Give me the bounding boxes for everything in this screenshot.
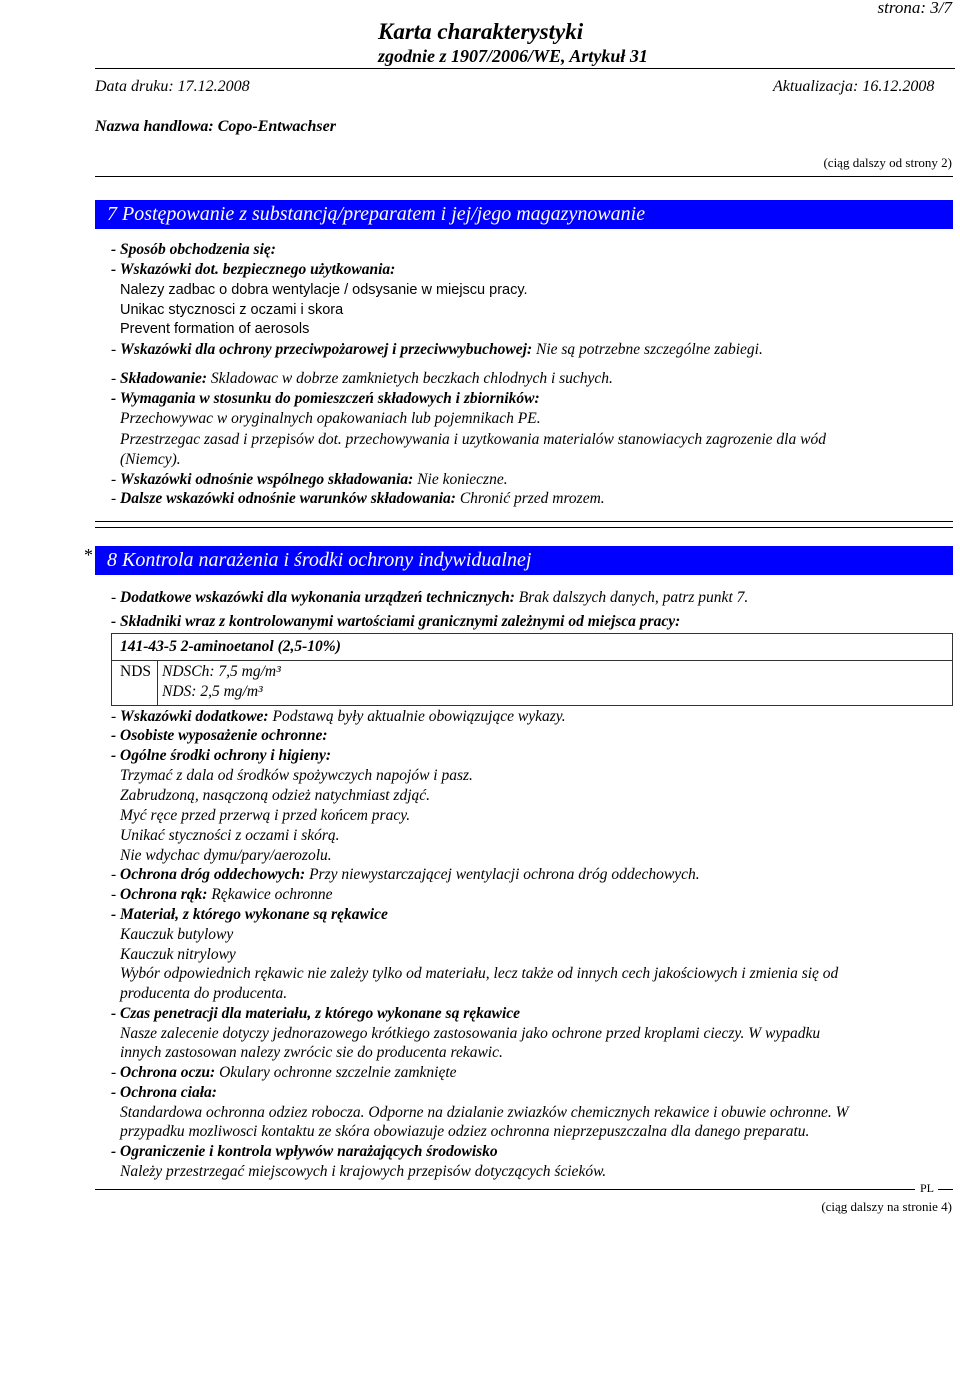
section-7-title: 7 Postępowanie z substancją/preparatem i jej/jego magazynowanie xyxy=(95,200,953,229)
eye-protection: - Ochrona oczu: Okulary ochronne szczelnie zamknięte xyxy=(111,1064,457,1081)
exposure-limits-label: - Składniki wraz z kontrolowanymi wartościami granicznymi zależnymi od miejsca pracy: xyxy=(111,613,681,630)
section-divider xyxy=(95,527,953,528)
hand-protection: - Ochrona rąk: Rękawice ochronne xyxy=(111,886,333,903)
hygiene-label: - Ogólne środki ochrony i higieny: xyxy=(111,747,332,764)
extra-notes: - Wskazówki dodatkowe: Podstawą były aktualnie obowiązujące wykazy. xyxy=(111,708,566,725)
section-8-title: 8 Kontrola narażenia i środki ochrony indywidualnej xyxy=(95,546,953,575)
footer-rule-end xyxy=(938,1189,953,1190)
storage: - Składowanie: Skladowac w dobrze zamknietych beczkach chlodnych i suchych. xyxy=(111,370,613,387)
hygiene-item: Myć ręce przed przerwą i przed końcem pracy. xyxy=(120,807,411,824)
handling-label: - Sposób obchodzenia się: xyxy=(111,241,276,258)
further-storage: - Dalsze wskazówki odnośnie warunków składowania: Chronić przed mrozem. xyxy=(111,490,605,507)
environment-note: Należy przestrzegać miejscowych i krajowych przepisów dotyczących ścieków. xyxy=(120,1163,607,1180)
glove-material: Kauczuk nitrylowy xyxy=(120,946,236,963)
penetration-time-note: innych zastosowan nalezy zwrócic sie do producenta rekawic. xyxy=(120,1044,503,1061)
language-code: PL xyxy=(920,1181,935,1195)
glove-material-note: Wybór odpowiednich rękawic nie zależy tylko od materiału, lecz także od innych cech jakościowych i zmienia się od xyxy=(120,965,839,982)
glove-material-label: - Materiał, z którego wykonane są rękawice xyxy=(111,906,388,923)
header-bottom-rule xyxy=(95,176,953,177)
section-divider xyxy=(95,521,953,522)
document-title: Karta charakterystyki xyxy=(378,19,584,44)
storage-requirement: Przestrzegac zasad i przepisów dot. przechowywania i uzytkowania materialów stanowiacych zagrozenie dla wód xyxy=(120,431,826,448)
penetration-time-label: - Czas penetracji dla materiału, z którego wykonane są rękawice xyxy=(111,1005,521,1022)
storage-requirement: Przechowywac w oryginalnych opakowaniach lub pojemnikach PE. xyxy=(120,410,541,427)
update-date: Aktualizacja: 16.12.2008 xyxy=(773,78,935,95)
document-subtitle: zgodnie z 1907/2006/WE, Artykuł 31 xyxy=(378,46,648,66)
substance-name: 141-43-5 2-aminoetanol (2,5-10%) xyxy=(120,638,341,655)
common-storage: - Wskazówki odnośnie wspólnego składowania: Nie konieczne. xyxy=(111,471,508,488)
tech-notes: - Dodatkowe wskazówki dla wykonania urządzeń technicznych: Brak dalszych danych, patrz punkt 7. xyxy=(111,589,749,606)
storage-requirement: (Niemcy). xyxy=(120,451,181,468)
safe-use-line: Nalezy zadbac o dobra wentylacje / odsysanie w miejscu pracy. xyxy=(120,282,528,298)
nds-label: NDS xyxy=(120,663,152,680)
body-protection-note: Standardowa ochronna odziez robocza. Odporne na dzialanie zwiazków chemicznych rekawice i obuwie ochronne. W xyxy=(120,1104,849,1121)
storage-requirements-label: - Wymagania w stosunku do pomieszczeń składowych i zbiorników: xyxy=(111,390,540,407)
hygiene-item: Unikać styczności z oczami i skórą. xyxy=(120,827,340,844)
safe-use-line: Prevent formation of aerosols xyxy=(120,321,310,337)
safe-use-line: Unikac stycznosci z oczami i skora xyxy=(120,302,344,318)
trade-name: Nazwa handlowa: Copo-Entwachser xyxy=(95,118,336,135)
respiratory-protection: - Ochrona dróg oddechowych: Przy niewystarczającej wentylacji ochrona dróg oddechowych. xyxy=(111,866,700,883)
fire-protection: - Wskazówki dla ochrony przeciwpożarowej i przeciwwybuchowej: Nie są potrzebne szczególne zabiegi. xyxy=(111,341,763,358)
safe-use-label: - Wskazówki dot. bezpiecznego użytkowania: xyxy=(111,261,396,278)
print-date: Data druku: 17.12.2008 xyxy=(95,78,250,95)
ppe-label: - Osobiste wyposażenie ochronne: xyxy=(111,727,328,744)
glove-material: Kauczuk butylowy xyxy=(120,926,234,943)
hygiene-item: Zabrudzoną, nasączoną odzież natychmiast zdjąć. xyxy=(120,787,430,804)
nds-value: NDS: 2,5 mg/m³ xyxy=(162,683,263,700)
revision-asterisk: * xyxy=(84,545,93,565)
body-protection-note: przypadku mozliwosci kontaktu ze skóra obowiazuje odziez ochronna nieprzepuszczalna dla danego preparatu. xyxy=(120,1123,810,1140)
continued-from: (ciąg dalszy od strony 2) xyxy=(823,155,952,170)
footer-rule xyxy=(95,1189,915,1190)
body-protection-label: - Ochrona ciała: xyxy=(111,1084,217,1101)
penetration-time-note: Nasze zalecenie dotyczy jednorazowego krótkiego zastosowania jako ochrone przed kroplami cieczy. W wypadku xyxy=(120,1025,821,1042)
header-rule xyxy=(95,68,955,69)
hygiene-item: Trzymać z dala od środków spożywczych napojów i pasz. xyxy=(120,767,473,784)
ndsch-value: NDSCh: 7,5 mg/m³ xyxy=(162,663,281,680)
page-number: strona: 3/7 xyxy=(877,0,952,17)
continued-to: (ciąg dalszy na stronie 4) xyxy=(821,1199,952,1214)
environment-label: - Ograniczenie i kontrola wpływów narażających środowisko xyxy=(111,1143,498,1160)
hygiene-item: Nie wdychac dymu/pary/aerozolu. xyxy=(120,847,332,864)
glove-material-note: producenta do producenta. xyxy=(120,985,288,1002)
